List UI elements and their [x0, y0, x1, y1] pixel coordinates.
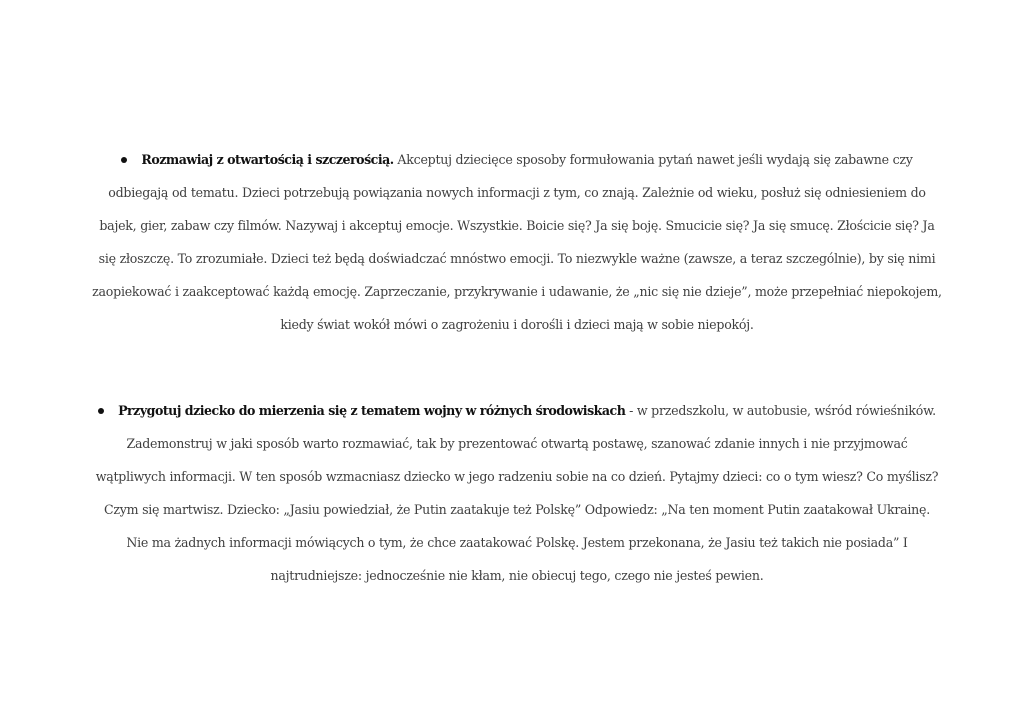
bullet-paragraph-1	[92, 143, 942, 341]
bullet-icon	[121, 157, 127, 163]
paragraph-heading: Przygotuj dziecko do mierzenia się z tematem wojny w różnych środowiskach	[118, 403, 626, 418]
bullet-icon	[98, 408, 104, 414]
paragraph-heading: Rozmawiaj z otwartością i szczerością.	[141, 152, 394, 167]
bullet-paragraph-2	[92, 394, 942, 592]
paragraph-text: Akceptuj dziecięce sposoby formułowania pytań nawet jeśli wydają się zabawne czy odbiegają od tematu. Dzieci potrzebują powiązania nowych informacji z tym, co znają. Zależnie od wieku, posłuż się odniesieniem do bajek, gier, zabaw czy filmów. Nazywaj i akceptuj emocje. Wszystkie. Boicie się? Ja się boję. Smucicie się? Ja się smucę. Złościcie się? Ja się złoszczę. To zrozumiałe. Dzieci też będą doświadczać mnóstwo emocji. To niezwykle ważne (zawsze, a teraz szczególnie), by się nimi zaopiekować i zaakceptować każdą emocję. Zaprzeczanie, przykrywanie i udawanie, że „nic się nie dzieje”, może przepełniać niepokojem, kiedy świat wokół mówi o zagrożeniu i dorośli i dzieci mają w sobie niepokój.	[92, 152, 942, 332]
paragraph-text: - w przedszkolu, w autobusie, wśród rówieśników. Zademonstruj w jaki sposób warto rozmawiać, tak by prezentować otwartą postawę, szanować zdanie innych i nie przyjmować wątpliwych informacji. W ten sposób wzmacniasz dziecko w jego radzeniu sobie na co dzień. Pytajmy dzieci: co o tym wiesz? Co myślisz? Czym się martwisz. Dziecko: „Jasiu powiedział, że Putin zaatakuje też Polskę” Odpowiedz: „Na ten moment Putin zaatakował Ukrainę. Nie ma żadnych informacji mówiących o tym, że chce zaatakować Polskę. Jestem przekonana, że Jasiu też takich nie posiada” I najtrudniejsze: jednocześnie nie kłam, nie obiecuj tego, czego nie jesteś pewien.	[95, 403, 939, 583]
